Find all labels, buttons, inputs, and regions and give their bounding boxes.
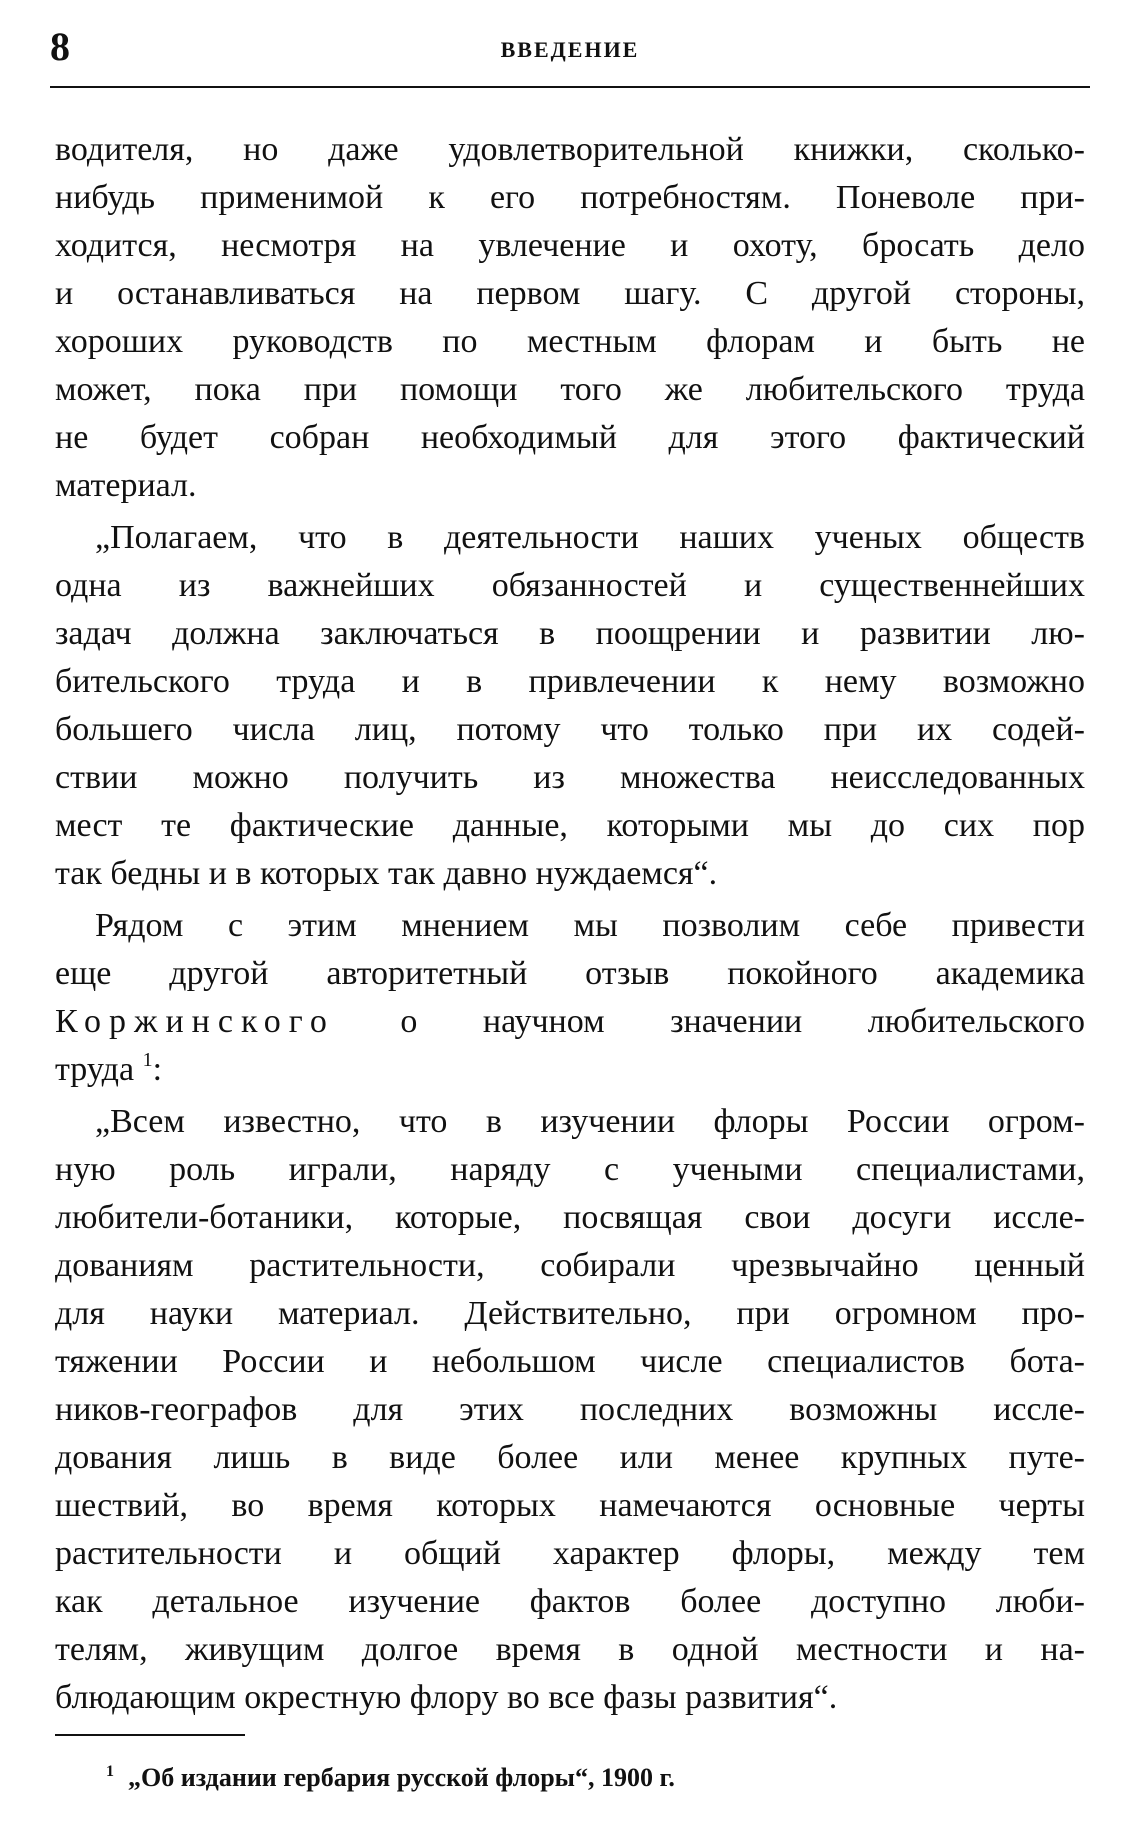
text-fragment: труда (55, 1051, 135, 1088)
text-line: еще другой авторитетный отзыв покойного академика (55, 955, 1085, 992)
text-line: дования лишь в виде более или менее крупных путе- (55, 1439, 1085, 1476)
text-line: ствии можно получить из множества неисследованных (55, 759, 1085, 796)
running-head (50, 22, 1090, 72)
footnote-marker: 1 (106, 1763, 114, 1780)
page-number: 8 (50, 24, 70, 69)
text-line: одна из важнейших обязанностей и существеннейших (55, 567, 1085, 604)
section-title: ВВЕДЕНИЕ (500, 37, 640, 62)
text-line: ников-географов для этих последних возможны иссле- (55, 1391, 1085, 1428)
paragraph-4-quote (55, 1098, 1085, 1722)
header-rule (50, 86, 1090, 88)
body-text (55, 126, 1085, 1726)
paragraph-2-quote (55, 514, 1085, 898)
text-line: не будет собран необходимый для этого фактический (55, 419, 1085, 456)
text-line: ходится, несмотря на увлечение и охоту, бросать дело (55, 227, 1085, 264)
text-line: ную роль играли, наряду с учеными специалистами, (55, 1151, 1085, 1188)
text-line: любители-ботаники, которые, посвящая свои досуги иссле- (55, 1199, 1085, 1236)
text-line: для науки материал. Действительно, при огромном про- (55, 1295, 1085, 1332)
text-line: бительского труда и в привлечении к нему возможно (55, 663, 1085, 700)
text-line: большего числа лиц, потому что только при их содей- (55, 711, 1085, 748)
text-line: Рядом с этим мнением мы позволим себе привести (95, 907, 1085, 944)
text-line (55, 998, 1085, 1046)
text-line: блюдающим окрестную флору во все фазы развития“. (55, 1679, 838, 1716)
text-fragment: : (152, 1051, 163, 1088)
footnote-text: „Об издании гербария русской флоры“, 1900 г. (128, 1763, 675, 1792)
text-line: тяжении России и небольшом числе специалистов бота- (55, 1343, 1085, 1380)
text-line: мест те фактические данные, которыми мы до сих пор (55, 807, 1085, 844)
text-line: и останавливаться на первом шагу. С другой стороны, (55, 275, 1085, 312)
text-line: „Полагаем, что в деятельности наших ученых обществ (95, 519, 1085, 556)
paragraph-1 (55, 126, 1085, 510)
text-line: так бедны и в которых так давно нуждаемся“. (55, 855, 718, 892)
text-line: нибудь применимой к его потребностям. Поневоле при- (55, 179, 1085, 216)
text-fragment: о научном значении любительского (400, 1003, 1086, 1040)
text-line: растительности и общий характер флоры, между тем (55, 1535, 1085, 1572)
footnote (106, 1752, 1006, 1798)
text-line: может, пока при помощи того же любительского труда (55, 371, 1085, 408)
text-line (55, 1046, 1085, 1094)
text-line: хороших руководств по местным флорам и быть не (55, 323, 1085, 360)
text-line: дованиям растительности, собирали чрезвычайно ценный (55, 1247, 1085, 1284)
text-line: материал. (55, 467, 197, 504)
paragraph-3 (55, 902, 1085, 1094)
footnote-reference[interactable]: 1 (142, 1049, 153, 1071)
text-line: водителя, но даже удовлетворительной книжки, сколько- (55, 131, 1085, 168)
text-line: „Всем известно, что в изучении флоры России огром- (95, 1103, 1085, 1140)
spaced-name: Коржинского (55, 1003, 335, 1040)
text-line: телям, живущим долгое время в одной местности и на- (55, 1631, 1085, 1668)
text-line: задач должна заключаться в поощрении и развитии лю- (55, 615, 1085, 652)
text-line: шествий, во время которых намечаются основные черты (55, 1487, 1085, 1524)
text-line: как детальное изучение фактов более доступно люби- (55, 1583, 1085, 1620)
footnote-rule (55, 1734, 245, 1736)
